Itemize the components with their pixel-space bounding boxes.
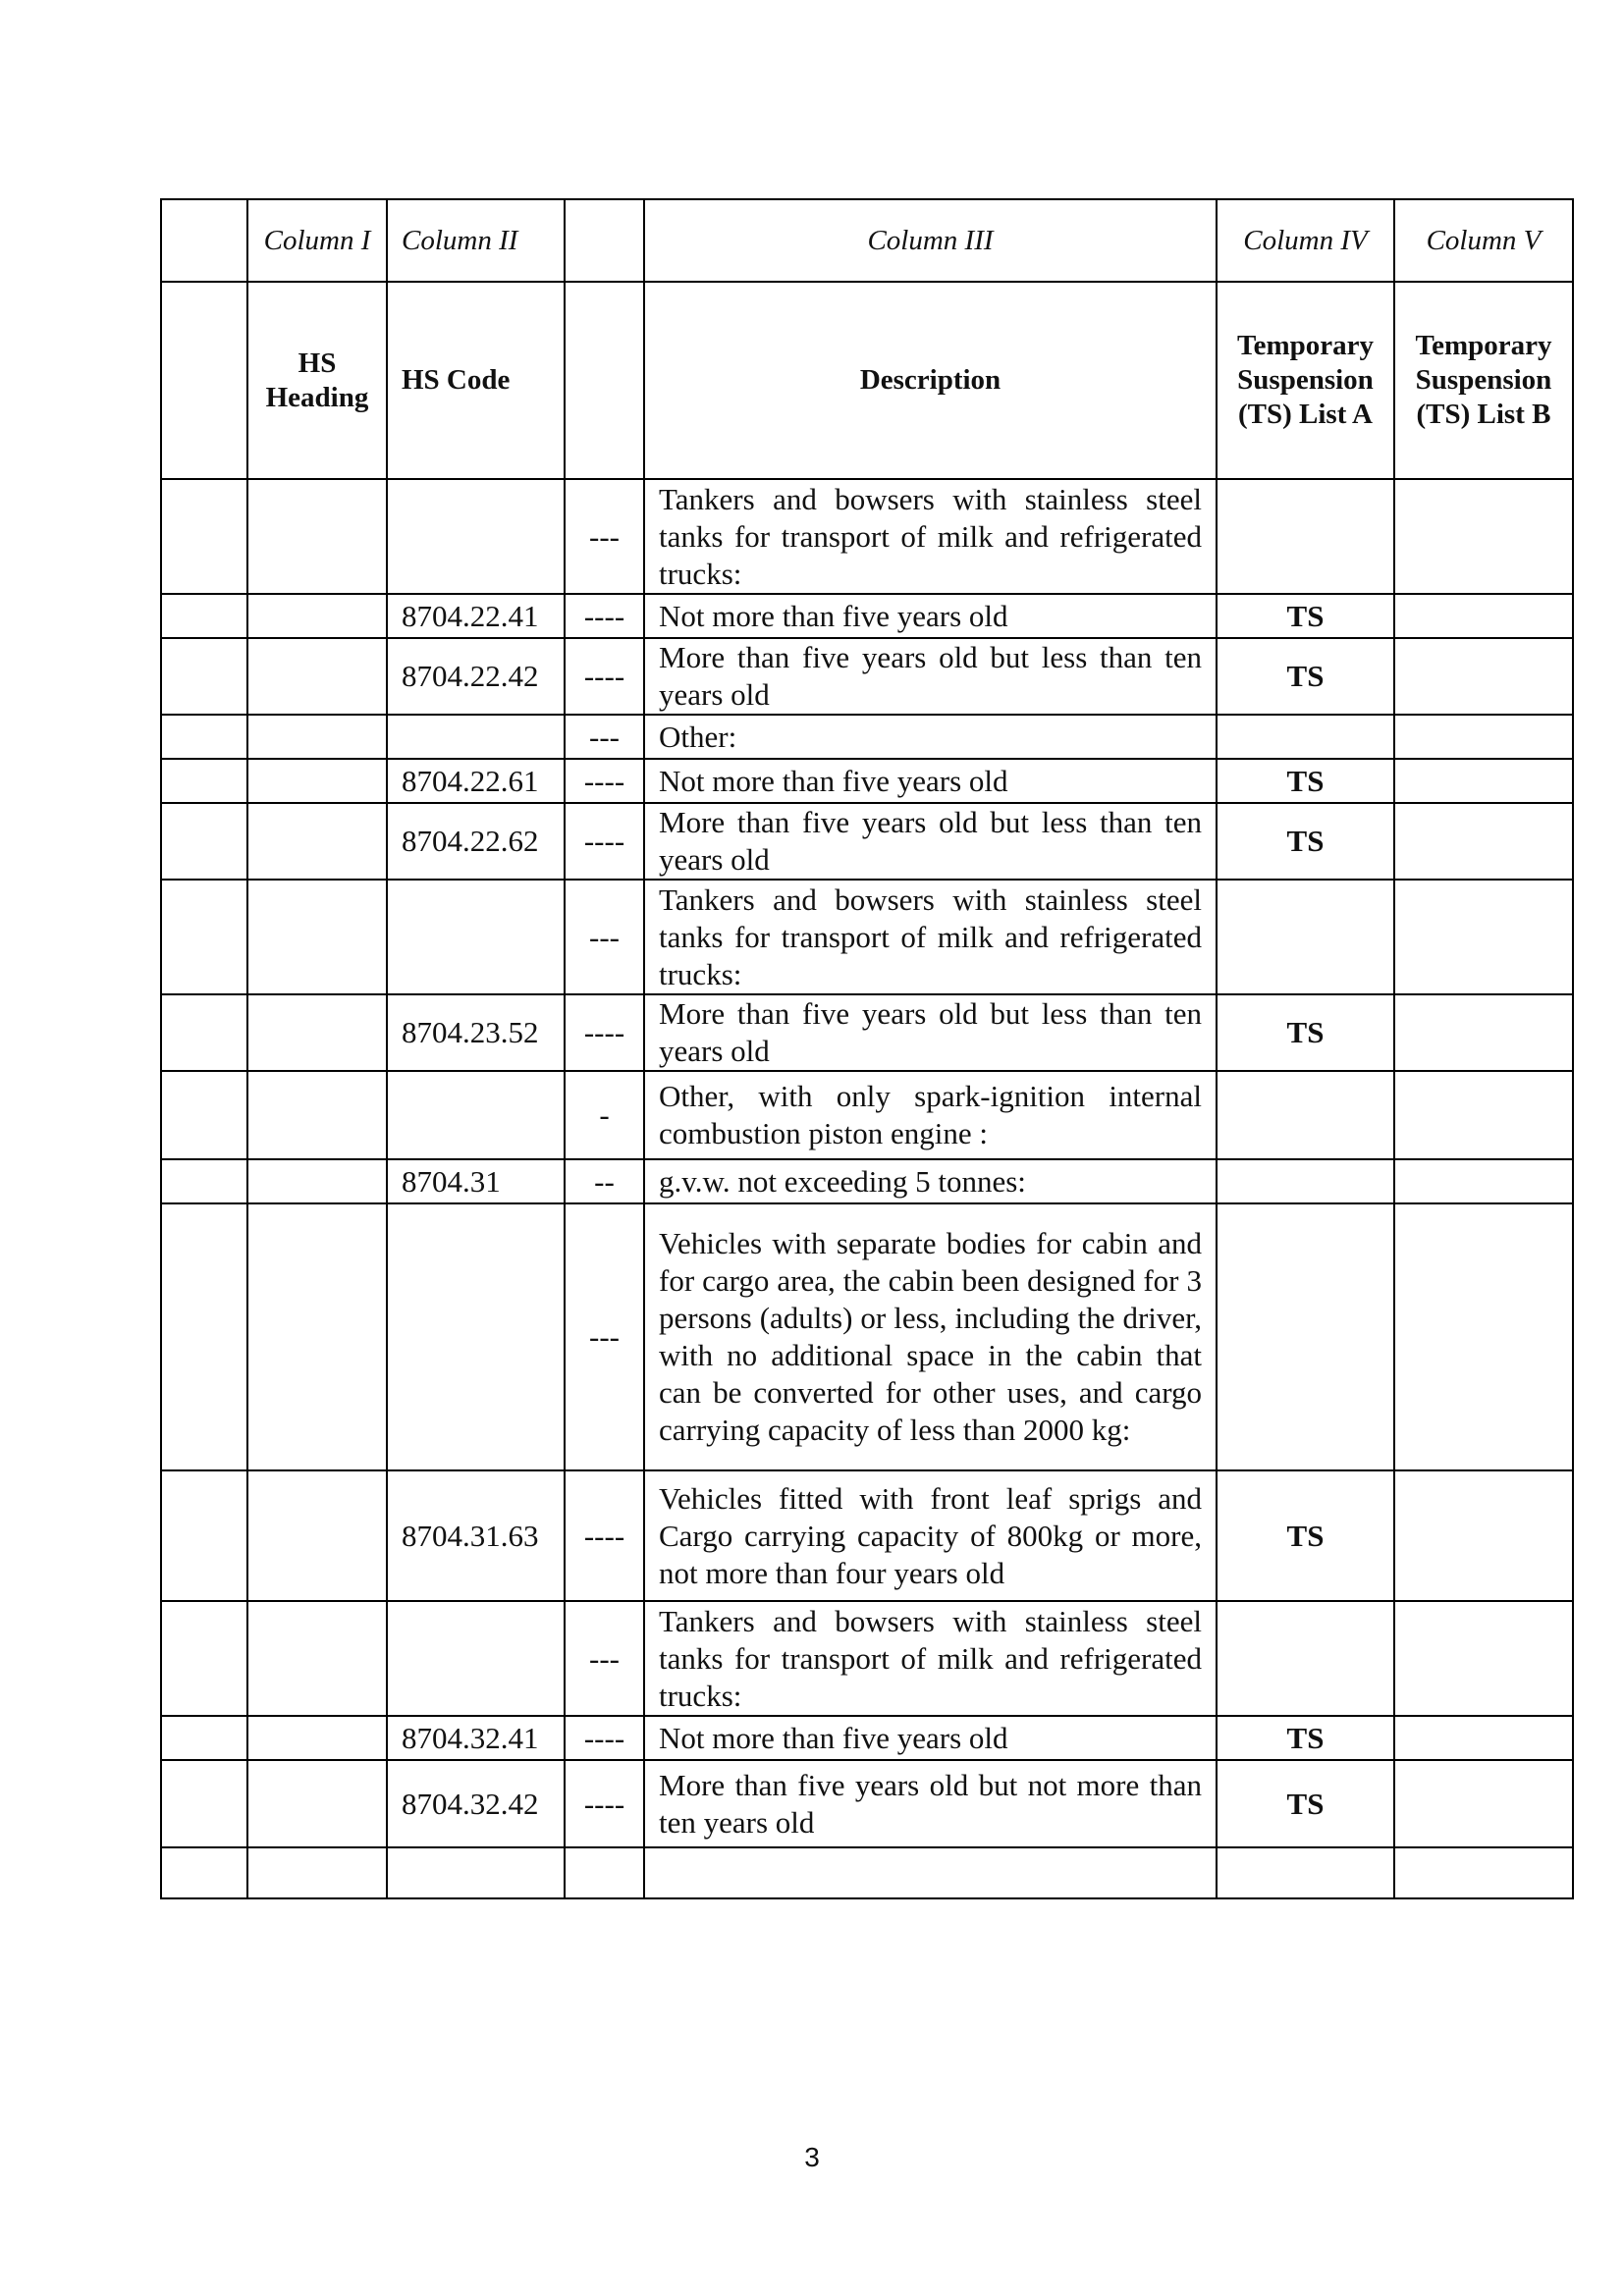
dash-cell: ---- bbox=[565, 803, 644, 880]
heading-cell bbox=[247, 594, 387, 638]
hs-code-cell: 8704.22.42 bbox=[387, 638, 565, 715]
ts-list-b-cell bbox=[1394, 759, 1573, 803]
blank-cell bbox=[161, 1847, 247, 1898]
hs-code-cell bbox=[387, 1071, 565, 1159]
dash-cell: - bbox=[565, 1071, 644, 1159]
column-number-row bbox=[161, 199, 1573, 282]
heading-cell bbox=[247, 638, 387, 715]
blank-cell bbox=[161, 1203, 247, 1470]
heading-cell bbox=[247, 880, 387, 994]
blank-cell bbox=[161, 282, 247, 479]
heading-cell bbox=[247, 1716, 387, 1760]
blank-cell bbox=[161, 479, 247, 594]
hs-code-cell bbox=[387, 715, 565, 759]
ts-list-a-cell: TS bbox=[1217, 994, 1394, 1071]
hs-code-cell bbox=[387, 1847, 565, 1898]
description-cell bbox=[644, 1847, 1217, 1898]
table-row bbox=[161, 1847, 1573, 1898]
ts-list-a-cell: TS bbox=[1217, 1716, 1394, 1760]
dash-cell bbox=[565, 1847, 644, 1898]
ts-list-b-cell bbox=[1394, 1601, 1573, 1716]
description-cell: Other: bbox=[644, 715, 1217, 759]
ts-list-a-cell: TS bbox=[1217, 803, 1394, 880]
ts-list-a-cell: TS bbox=[1217, 1470, 1394, 1601]
blank-cell bbox=[161, 1470, 247, 1601]
description-cell: Tankers and bowsers with stainless steel tanks for transport of milk and refrigerated trucks: bbox=[644, 880, 1217, 994]
table-row bbox=[161, 1159, 1573, 1203]
blank-cell bbox=[161, 759, 247, 803]
table-row bbox=[161, 1601, 1573, 1716]
dash-cell: ---- bbox=[565, 994, 644, 1071]
table-row bbox=[161, 594, 1573, 638]
description-cell: Not more than five years old bbox=[644, 594, 1217, 638]
table-row bbox=[161, 803, 1573, 880]
ts-list-b-header: Temporary Suspension (TS) List B bbox=[1394, 282, 1573, 479]
description-cell: Not more than five years old bbox=[644, 759, 1217, 803]
dash-cell: --- bbox=[565, 715, 644, 759]
hs-code-cell bbox=[387, 1601, 565, 1716]
blank-cell bbox=[161, 1159, 247, 1203]
column-i-header: Column I bbox=[247, 199, 387, 282]
dash-cell: ---- bbox=[565, 1470, 644, 1601]
ts-list-a-cell bbox=[1217, 1203, 1394, 1470]
hs-heading-header: HS Heading bbox=[247, 282, 387, 479]
ts-list-b-cell bbox=[1394, 1071, 1573, 1159]
table-row bbox=[161, 479, 1573, 594]
tariff-table bbox=[160, 198, 1574, 1899]
dash-cell: --- bbox=[565, 1203, 644, 1470]
ts-list-a-header: Temporary Suspension (TS) List A bbox=[1217, 282, 1394, 479]
heading-cell bbox=[247, 1470, 387, 1601]
ts-list-b-cell bbox=[1394, 994, 1573, 1071]
ts-list-b-cell bbox=[1394, 1470, 1573, 1601]
hs-code-cell: 8704.22.62 bbox=[387, 803, 565, 880]
dash-cell: ---- bbox=[565, 759, 644, 803]
dash-cell: --- bbox=[565, 880, 644, 994]
hs-code-cell: 8704.32.41 bbox=[387, 1716, 565, 1760]
heading-cell bbox=[247, 1760, 387, 1847]
ts-list-b-cell bbox=[1394, 1716, 1573, 1760]
ts-list-b-cell bbox=[1394, 1847, 1573, 1898]
table-row bbox=[161, 1203, 1573, 1470]
ts-list-a-cell bbox=[1217, 1847, 1394, 1898]
description-cell: Vehicles with separate bodies for cabin and for cargo area, the cabin been designed for 3 persons (adults) or less, including the driver, with no additional space in the cabin that can be converted for other uses, and cargo carrying capacity of less than 2000 kg: bbox=[644, 1203, 1217, 1470]
ts-list-b-cell bbox=[1394, 479, 1573, 594]
blank-cell bbox=[161, 1760, 247, 1847]
table-row bbox=[161, 1760, 1573, 1847]
table-row bbox=[161, 638, 1573, 715]
dash-cell: ---- bbox=[565, 1760, 644, 1847]
heading-cell bbox=[247, 994, 387, 1071]
table-row bbox=[161, 880, 1573, 994]
blank-cell bbox=[565, 199, 644, 282]
blank-cell bbox=[161, 1716, 247, 1760]
hs-code-cell bbox=[387, 1203, 565, 1470]
ts-list-a-cell: TS bbox=[1217, 638, 1394, 715]
blank-cell bbox=[161, 594, 247, 638]
description-cell: g.v.w. not exceeding 5 tonnes: bbox=[644, 1159, 1217, 1203]
hs-code-header: HS Code bbox=[387, 282, 565, 479]
description-cell: Not more than five years old bbox=[644, 1716, 1217, 1760]
column-name-row bbox=[161, 282, 1573, 479]
ts-list-a-cell: TS bbox=[1217, 594, 1394, 638]
hs-code-cell: 8704.31 bbox=[387, 1159, 565, 1203]
dash-cell: -- bbox=[565, 1159, 644, 1203]
ts-list-a-cell bbox=[1217, 1601, 1394, 1716]
blank-cell bbox=[161, 1601, 247, 1716]
table-row bbox=[161, 715, 1573, 759]
heading-cell bbox=[247, 759, 387, 803]
column-iv-header: Column IV bbox=[1217, 199, 1394, 282]
blank-cell bbox=[565, 282, 644, 479]
ts-list-b-cell bbox=[1394, 594, 1573, 638]
heading-cell bbox=[247, 1601, 387, 1716]
ts-list-a-cell: TS bbox=[1217, 1760, 1394, 1847]
ts-list-a-cell: TS bbox=[1217, 759, 1394, 803]
dash-cell: ---- bbox=[565, 594, 644, 638]
ts-list-a-cell bbox=[1217, 479, 1394, 594]
table-row bbox=[161, 1716, 1573, 1760]
dash-cell: --- bbox=[565, 1601, 644, 1716]
table-row bbox=[161, 994, 1573, 1071]
heading-cell bbox=[247, 1847, 387, 1898]
hs-code-cell bbox=[387, 880, 565, 994]
description-cell: Vehicles fitted with front leaf sprigs and Cargo carrying capacity of 800kg or more, not more than four years old bbox=[644, 1470, 1217, 1601]
ts-list-b-cell bbox=[1394, 1203, 1573, 1470]
hs-code-cell: 8704.22.61 bbox=[387, 759, 565, 803]
ts-list-b-cell bbox=[1394, 715, 1573, 759]
hs-code-cell bbox=[387, 479, 565, 594]
column-v-header: Column V bbox=[1394, 199, 1573, 282]
heading-cell bbox=[247, 479, 387, 594]
hs-code-cell: 8704.23.52 bbox=[387, 994, 565, 1071]
column-ii-header: Column II bbox=[387, 199, 565, 282]
ts-list-a-cell bbox=[1217, 880, 1394, 994]
hs-code-cell: 8704.31.63 bbox=[387, 1470, 565, 1601]
dash-cell: ---- bbox=[565, 1716, 644, 1760]
ts-list-b-cell bbox=[1394, 803, 1573, 880]
hs-code-cell: 8704.32.42 bbox=[387, 1760, 565, 1847]
dash-cell: ---- bbox=[565, 638, 644, 715]
description-cell: More than five years old but less than ten years old bbox=[644, 994, 1217, 1071]
table-row bbox=[161, 759, 1573, 803]
heading-cell bbox=[247, 1203, 387, 1470]
ts-list-a-cell bbox=[1217, 1159, 1394, 1203]
blank-cell bbox=[161, 880, 247, 994]
blank-cell bbox=[161, 199, 247, 282]
heading-cell bbox=[247, 1159, 387, 1203]
blank-cell bbox=[161, 638, 247, 715]
blank-cell bbox=[161, 1071, 247, 1159]
blank-cell bbox=[161, 803, 247, 880]
blank-cell bbox=[161, 994, 247, 1071]
description-cell: More than five years old but not more than ten years old bbox=[644, 1760, 1217, 1847]
description-cell: Tankers and bowsers with stainless steel tanks for transport of milk and refrigerated trucks: bbox=[644, 1601, 1217, 1716]
heading-cell bbox=[247, 1071, 387, 1159]
hs-code-cell: 8704.22.41 bbox=[387, 594, 565, 638]
table-row bbox=[161, 1071, 1573, 1159]
description-cell: More than five years old but less than ten years old bbox=[644, 803, 1217, 880]
ts-list-b-cell bbox=[1394, 880, 1573, 994]
description-cell: Other, with only spark-ignition internal combustion piston engine : bbox=[644, 1071, 1217, 1159]
description-header: Description bbox=[644, 282, 1217, 479]
ts-list-a-cell bbox=[1217, 715, 1394, 759]
column-iii-header: Column III bbox=[644, 199, 1217, 282]
ts-list-b-cell bbox=[1394, 1159, 1573, 1203]
ts-list-b-cell bbox=[1394, 638, 1573, 715]
dash-cell: --- bbox=[565, 479, 644, 594]
heading-cell bbox=[247, 715, 387, 759]
table-row bbox=[161, 1470, 1573, 1601]
page-number: 3 bbox=[804, 2142, 820, 2172]
ts-list-b-cell bbox=[1394, 1760, 1573, 1847]
heading-cell bbox=[247, 803, 387, 880]
description-cell: Tankers and bowsers with stainless steel tanks for transport of milk and refrigerated trucks: bbox=[644, 479, 1217, 594]
ts-list-a-cell bbox=[1217, 1071, 1394, 1159]
description-cell: More than five years old but less than ten years old bbox=[644, 638, 1217, 715]
blank-cell bbox=[161, 715, 247, 759]
